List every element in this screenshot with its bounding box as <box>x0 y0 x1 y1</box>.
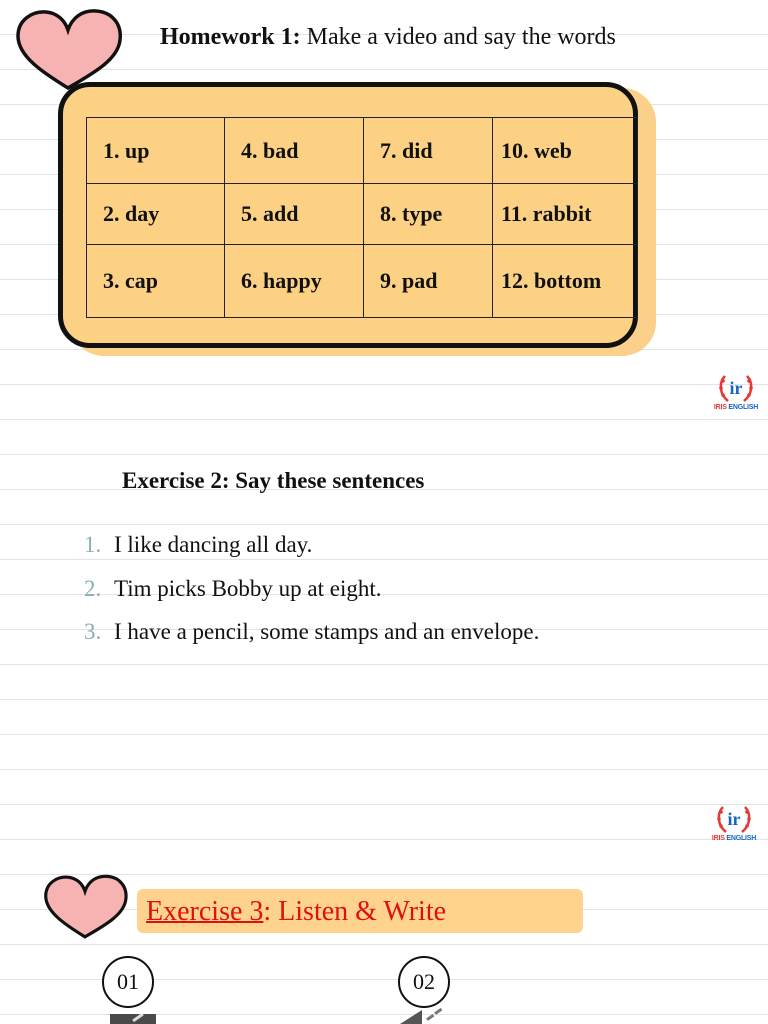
speaker-icon[interactable] <box>110 1014 156 1024</box>
word-cell: 10. web <box>493 118 638 184</box>
homework-label: Homework 1: <box>160 24 301 50</box>
word-cell: 4. bad <box>225 118 364 184</box>
laurel-icon <box>714 803 754 835</box>
logo-text: IRIS ENGLISH <box>713 404 759 411</box>
heart-decoration-icon <box>12 8 124 92</box>
table-row <box>87 245 638 318</box>
sentence-number: 2. <box>84 575 102 601</box>
svg-text:ir: ir <box>727 809 741 829</box>
iris-english-logo <box>710 803 758 842</box>
sentence-number: 1. <box>84 532 102 557</box>
iris-english-logo <box>712 372 760 411</box>
word-cell: 2. day <box>87 184 225 245</box>
word-table <box>86 117 638 318</box>
sentence-text: I like dancing all day. <box>114 532 313 557</box>
word-cell: 5. add <box>225 184 364 245</box>
list-item <box>84 619 539 663</box>
sentence-list <box>84 532 539 663</box>
heart-decoration-icon <box>38 874 132 940</box>
speaker-icon[interactable] <box>400 1008 446 1024</box>
audio-item-number: 02 <box>398 956 450 1008</box>
word-cell: 12. bottom <box>493 245 638 318</box>
word-cell: 7. did <box>364 118 493 184</box>
word-cell: 6. happy <box>225 245 364 318</box>
homework-title <box>160 24 616 51</box>
word-cell: 8. type <box>364 184 493 245</box>
audio-item-number: 01 <box>102 956 154 1008</box>
word-cell: 1. up <box>87 118 225 184</box>
exercise3-title: Exercise 3: Listen & Write <box>146 896 447 927</box>
laurel-icon <box>716 372 756 404</box>
word-cell: 11. rabbit <box>493 184 638 245</box>
sentence-text: Tim picks Bobby up at eight. <box>114 575 382 601</box>
list-item <box>84 532 539 576</box>
sentence-number: 3. <box>84 619 102 644</box>
list-item <box>84 576 539 620</box>
table-row <box>87 184 638 245</box>
logo-text: IRIS ENGLISH <box>711 835 757 842</box>
svg-text:ir: ir <box>729 378 743 398</box>
exercise2-title: Exercise 2: Say these sentences <box>122 468 425 493</box>
homework-instruction: Make a video and say the words <box>300 24 616 50</box>
table-row <box>87 118 638 184</box>
word-cell: 9. pad <box>364 245 493 318</box>
sentence-text: I have a pencil, some stamps and an envelope. <box>114 619 540 644</box>
word-cell: 3. cap <box>87 245 225 318</box>
